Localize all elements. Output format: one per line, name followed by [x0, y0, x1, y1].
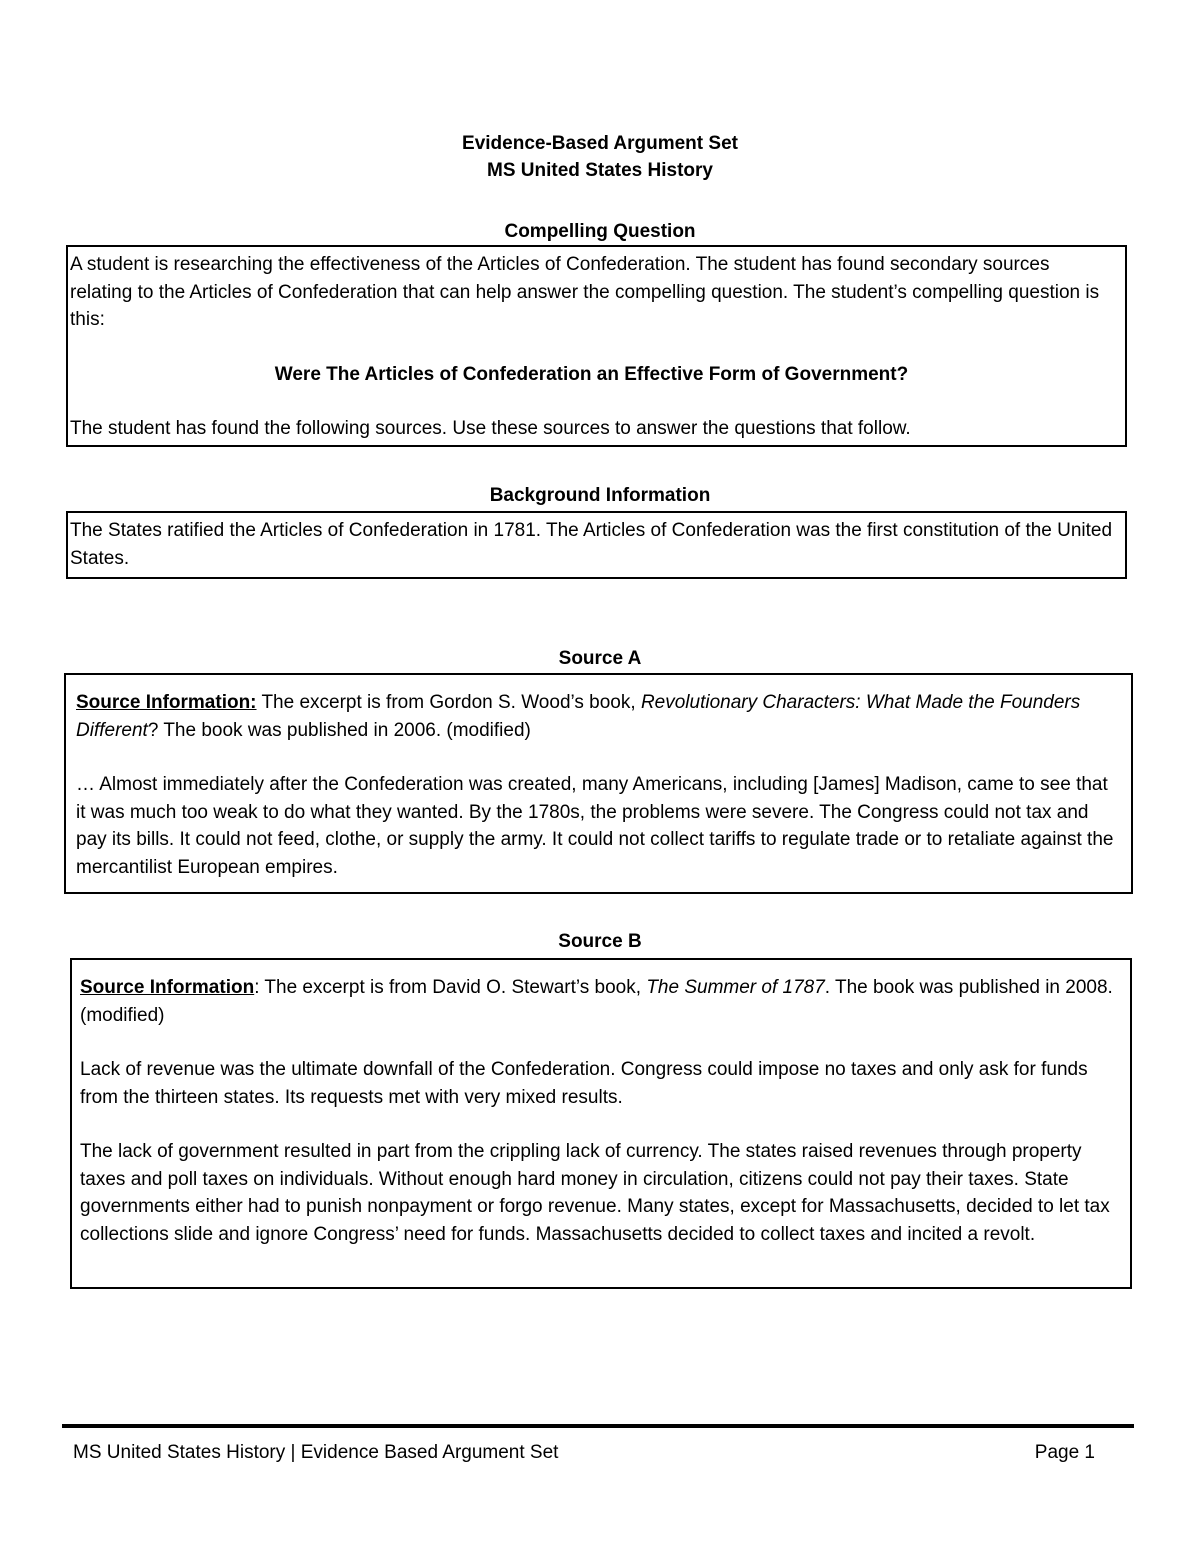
source-b-heading: Source B — [558, 931, 642, 952]
source-a-excerpt: … Almost immediately after the Confederation was created, many Americans, including [James] Madison, came to see that it was much too weak to do what they wanted. By the 1780s, the problems were severe. The Congress could not tax and pay its bills. It could not feed, clothe, or supply the army. It could not collect tariffs to regulate trade or to retaliate against the mercantilist European empires. — [76, 774, 1114, 878]
source-b-paragraph-1: Lack of revenue was the ultimate downfall of the Confederation. Congress could impose no taxes and only ask for funds from the thirteen states. Its requests met with very mixed results. — [80, 1059, 1088, 1108]
source-b-label: Source Information — [80, 977, 255, 998]
footer-left-text: MS United States History | Evidence Based Argument Set — [73, 1442, 559, 1463]
source-b-info: Source Information: The excerpt is from David O. Stewart’s book, The Summer of 1787. The book was published in 2008. (modified) — [80, 977, 1113, 1026]
source-b-paragraph-2: The lack of government resulted in part from the crippling lack of currency. The states raised revenues through property taxes and poll taxes on individuals. Without enough hard money in circulation, citizens could not pay their taxes. State governments either had to punish nonpayment or forgo revenue. Many states, except for Massachusetts, decided to let tax collections slide and ignore Congress’ need for funds. Massachusetts decided to collect taxes and incited a revolt. — [80, 1141, 1110, 1245]
compelling-question-intro: A student is researching the effectiveness of the Articles of Confederation. The student has found secondary sources relating to the Articles of Confederation that can help answer the compelling question. The student’s compelling question is this: — [70, 254, 1100, 330]
source-b-box — [70, 958, 1132, 1289]
source-a-book-title: Revolutionary Characters: What Made the Founders Different — [76, 692, 1081, 741]
background-box — [66, 511, 1127, 579]
footer-divider — [62, 1424, 1134, 1428]
page-number: Page 1 — [1034, 1442, 1095, 1463]
background-text: The States ratified the Articles of Confederation in 1781. The Articles of Confederation was the first constitution of the United States. — [70, 520, 1113, 569]
document-subtitle: MS United States History — [487, 160, 713, 181]
document-title: Evidence-Based Argument Set — [462, 133, 738, 154]
source-a-info: Source Information: The excerpt is from Gordon S. Wood’s book, Revolutionary Characters: What Made the Founders Different? The book was published in 2006. (modified) — [76, 692, 1081, 741]
compelling-question-heading: Compelling Question — [504, 221, 696, 242]
source-a-label: Source Information: — [76, 692, 257, 713]
source-b-book-title: The Summer of 1787 — [646, 977, 825, 998]
compelling-question-text: Were The Articles of Confederation an Effective Form of Government? — [274, 363, 909, 385]
source-a-heading: Source A — [558, 648, 642, 669]
background-heading: Background Information — [489, 485, 711, 506]
compelling-question-box — [66, 245, 1127, 447]
compelling-question-closing: The student has found the following sources. Use these sources to answer the questions that follow. — [70, 418, 911, 439]
source-a-box — [64, 673, 1133, 894]
